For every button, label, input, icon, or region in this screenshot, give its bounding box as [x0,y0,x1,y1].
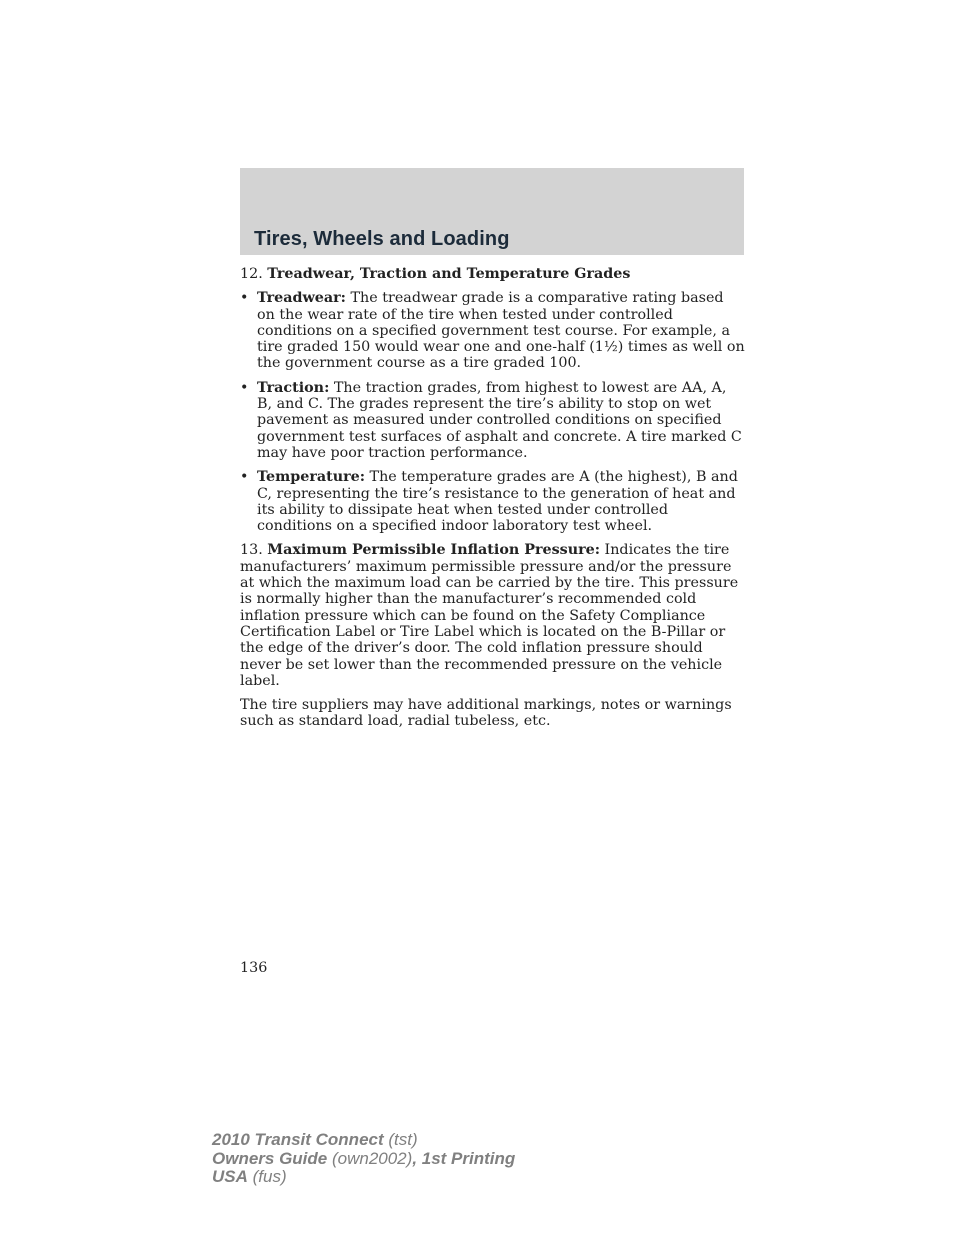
item-12-number: 12. [240,266,263,282]
item-13-paragraph [240,542,745,689]
bullet-traction [240,380,745,461]
item-13-text: Indicates the tire manufacturers’ maximum permissible pressure and/or the pressure at which the maximum load can be carried by the tire. This pressure is normally higher than the manufacturer’s recommended cold inflation pressure which can be found on the Safety Compliance Certification Label or Tire Label which is located on the B-Pillar or the edge of the driver’s door. The cold inflation pressure should never be set lower than the recommended pressure on the vehicle label. [240,542,739,689]
section-header-band [240,168,744,255]
bullet-text: The treadwear grade is a comparative rating based on the wear rate of the tire when tested under controlled conditions on a specified government test course. For example, a tire graded 150 would wear one and one-half (1½) times as well on the government course as a tire graded 100. [257,290,745,372]
item-12-title: Treadwear, Traction and Temperature Grades [267,266,631,282]
footer-line-3: USA (fus) [212,1167,287,1186]
closing-paragraph: The tire suppliers may have additional markings, notes or warnings such as standard load, radial tubeless, etc. [240,697,732,730]
page-content [240,266,745,738]
bullet-treadwear [240,290,745,371]
bullet-text: The traction grades, from highest to lowest are AA, A, B, and C. The grades represent the tire’s ability to stop on wet pavement as measured under controlled conditions on specified government test surfaces of asphalt and concrete. A tire marked C may have poor traction performance. [257,379,742,461]
bullet-dot: • [240,379,249,396]
bullet-term: Temperature: [257,469,366,486]
item-12-heading [240,266,745,282]
bullet-term: Traction: [257,379,330,396]
document-footer [212,1131,515,1187]
item-13-number: 13. [240,542,263,559]
page-number: 136 [240,960,268,976]
bullet-text: The temperature grades are A (the highest), B and C, representing the tire’s resistance to the generation of heat and its ability to dissipate heat when tested under controlled conditions on a specified indoor laboratory test wheel. [257,469,738,535]
item-13-title: Maximum Permissible Inflation Pressure: [267,542,601,559]
section-title: Tires, Wheels and Loading [254,228,510,250]
bullet-dot: • [240,469,249,486]
footer-line-2: Owners Guide (own2002), 1st Printing [212,1148,516,1168]
footer-line-1: 2010 Transit Connect (tst) [212,1130,418,1149]
bullet-term: Treadwear: [257,290,346,307]
bullet-dot: • [240,290,249,307]
bullet-temperature [240,469,745,534]
